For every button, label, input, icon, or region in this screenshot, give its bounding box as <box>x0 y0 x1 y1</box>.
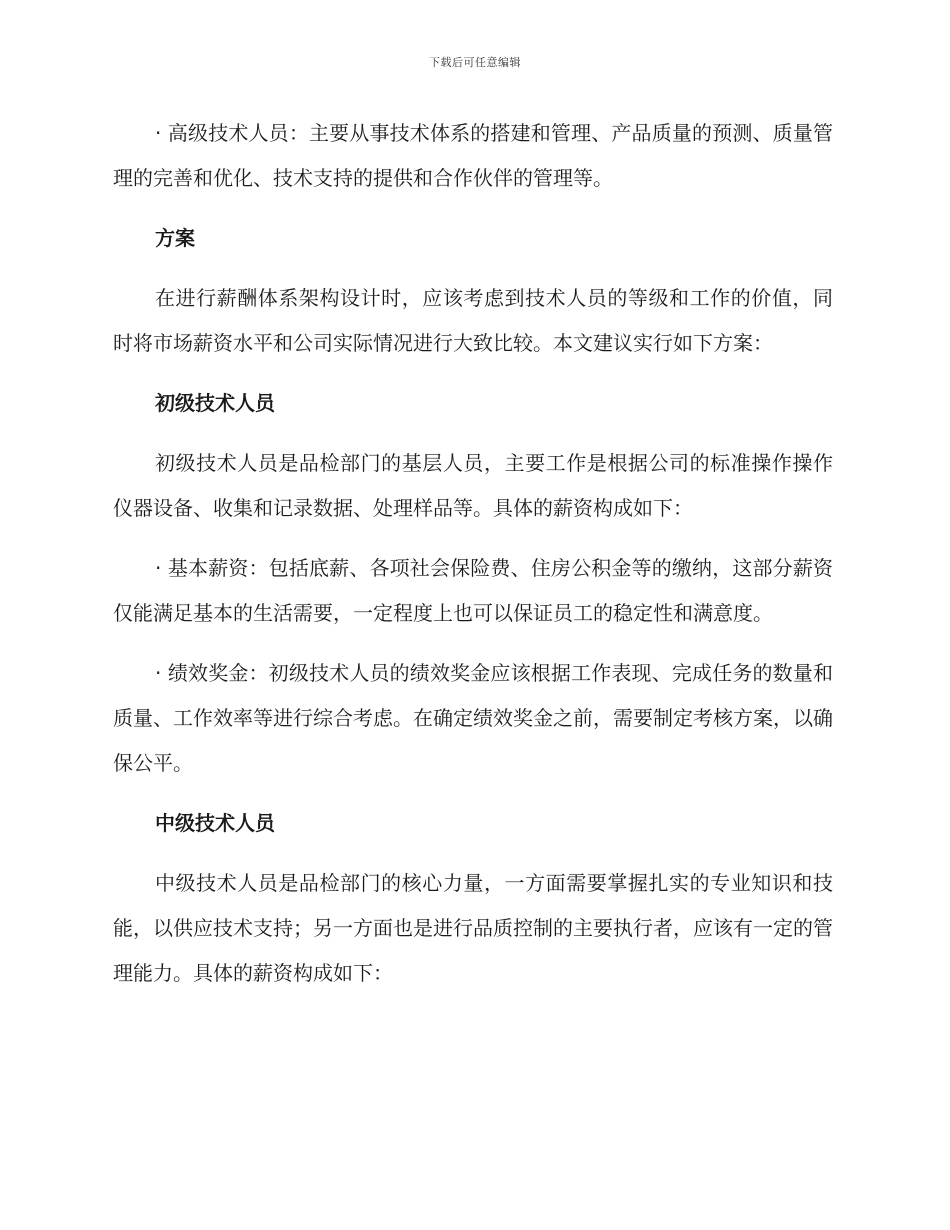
page-header-note: 下载后可任意编辑 <box>429 56 521 69</box>
section-heading-plan: 方案 <box>155 226 195 250</box>
paragraph-intermediate-technician-intro: 中级技术人员是品检部门的核心力量，一方面需要掌握扎实的专业知识和技能，以供应技术支持；另一方面也是进行品质控制的主要执行者，应该有一定的管理能力。具体的薪资构成如下： <box>113 871 833 985</box>
document-body <box>113 111 833 1011</box>
paragraph-junior-technician-intro: 初级技术人员是品检部门的基层人员，主要工作是根据公司的标准操作操作仪器设备、收集和记录数据、处理样品等。具体的薪资构成如下： <box>113 451 833 520</box>
paragraph-base-salary-bullet: · 基本薪资：包括底薪、各项社会保险费、住房公积金等的缴纳，这部分薪资仅能满足基本的生活需要，一定程度上也可以保证员工的稳定性和满意度。 <box>113 556 833 625</box>
section-heading-junior-technician: 初级技术人员 <box>155 391 275 415</box>
paragraph-performance-bonus-bullet: · 绩效奖金：初级技术人员的绩效奖金应该根据工作表现、完成任务的数量和质量、工作效率等进行综合考虑。在确定绩效奖金之前，需要制定考核方案，以确保公平。 <box>113 661 833 775</box>
paragraph-plan-intro: 在进行薪酬体系架构设计时，应该考虑到技术人员的等级和工作的价值，同时将市场薪资水平和公司实际情况进行大致比较。本文建议实行如下方案： <box>113 286 833 355</box>
section-heading-intermediate-technician: 中级技术人员 <box>155 811 275 835</box>
paragraph-senior-technician-bullet: · 高级技术人员：主要从事技术体系的搭建和管理、产品质量的预测、质量管理的完善和优化、技术支持的提供和合作伙伴的管理等。 <box>113 121 833 190</box>
